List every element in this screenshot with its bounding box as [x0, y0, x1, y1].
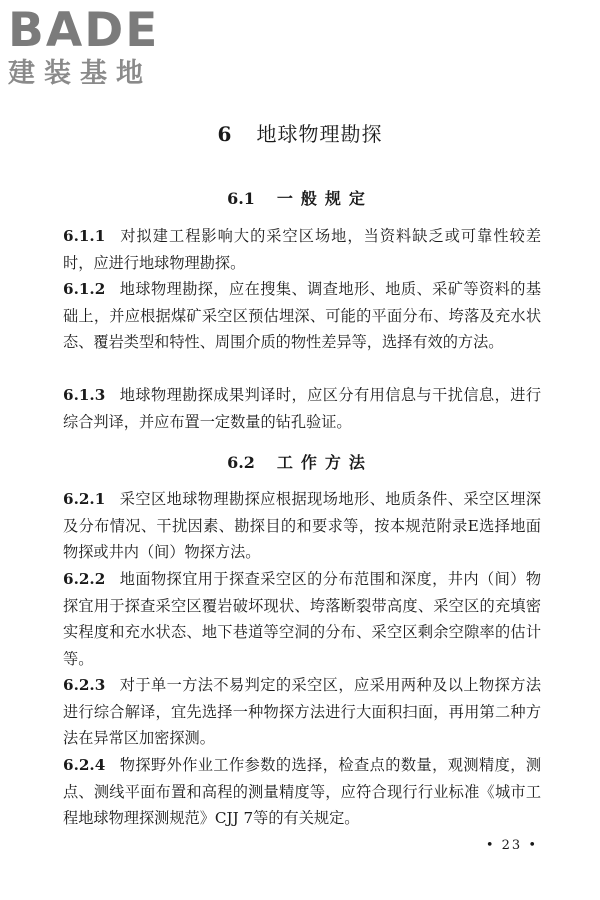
clause-number: 6.2.1	[63, 490, 106, 508]
clause-number: 6.1.3	[63, 386, 106, 404]
chapter-title	[0, 118, 600, 147]
clause-text: 对拟建工程影响大的采空区场地，当资料缺乏或可靠性较差时，应进行地球物理勘探。	[63, 227, 541, 272]
chapter-number: 6	[217, 122, 233, 146]
clause-number: 6.1.2	[63, 280, 106, 298]
clause	[63, 223, 541, 276]
clause-number: 6.2.4	[63, 756, 106, 774]
logo-wordmark: BADE	[8, 3, 160, 58]
section-title	[0, 450, 600, 473]
clause	[63, 752, 541, 832]
logo-chinese: 建装基地	[8, 58, 152, 89]
brand-logo	[8, 3, 183, 90]
section-number: 6.1	[227, 189, 255, 208]
clause	[63, 486, 541, 566]
section-title-text: 一般规定	[276, 189, 373, 208]
chapter-title-text: 地球物理勘探	[256, 122, 383, 146]
clause-number: 6.2.3	[63, 676, 106, 694]
clause	[63, 566, 541, 672]
clause-text: 采空区地球物理勘探应根据现场地形、地质条件、采空区埋深及分布情况、干扰因素、勘探目的和要求等，按本规范附录E选择地面物探或井内（间）物探方法。	[63, 490, 541, 561]
section-title-text: 工作方法	[276, 453, 373, 472]
page-number: • 23 •	[485, 838, 538, 853]
clause-text: 地面物探宜用于探查采空区的分布范围和深度，井内（间）物探宜用于探查采空区覆岩破坏现状、垮落断裂带高度、采空区的充填密实程度和充水状态、地下巷道等空洞的分布、采空区剩余空隙率的估计等。	[63, 570, 541, 668]
clause-number: 6.2.2	[63, 570, 106, 588]
clause	[63, 382, 541, 435]
clause	[63, 672, 541, 752]
section-title	[0, 186, 600, 209]
clause-text: 物探野外作业工作参数的选择，检查点的数量，观测精度，测点、测线平面布置和高程的测量精度等，应符合现行行业标准《城市工程地球物理探测规范》CJJ 7等的有关规定。	[63, 756, 541, 827]
clause-text: 对于单一方法不易判定的采空区，应采用两种及以上物探方法进行综合解译，宜先选择一种物探方法进行大面积扫面，再用第二种方法在异常区加密探测。	[63, 676, 541, 747]
section-number: 6.2	[227, 453, 255, 472]
clause-text: 地球物理勘探，应在搜集、调查地形、地质、采矿等资料的基础上，并应根据煤矿采空区预估埋深、可能的平面分布、垮落及充水状态、覆岩类型和特性、周围介质的物性差异等，选择有效的方法。	[63, 280, 541, 351]
clause-number: 6.1.1	[63, 227, 106, 245]
clause	[63, 276, 541, 356]
clause-text: 地球物理勘探成果判译时，应区分有用信息与干扰信息，进行综合判译，并应布置一定数量的钻孔验证。	[63, 386, 541, 431]
